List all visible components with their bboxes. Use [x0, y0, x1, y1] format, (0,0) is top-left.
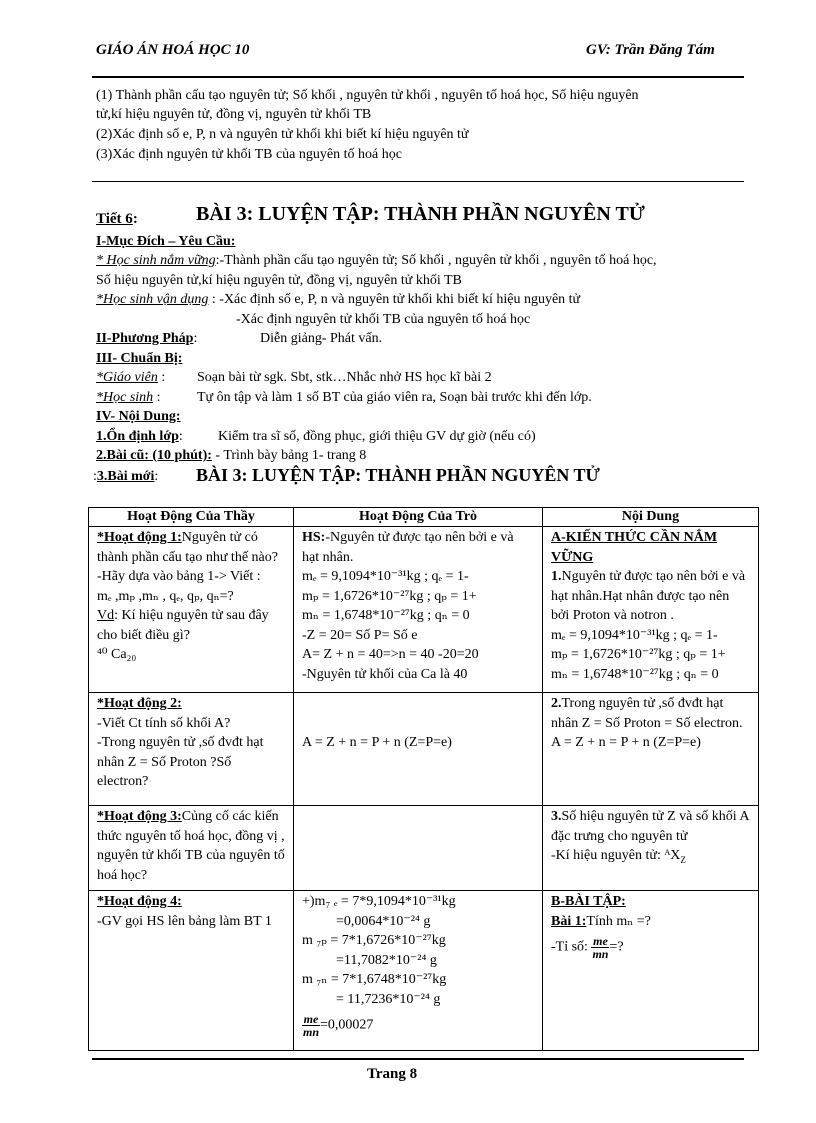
row1-student-z: -Z = 20= Số P= Số e [302, 627, 418, 643]
student-label: *Học sinh [96, 390, 154, 405]
row4-content-ratio [551, 935, 750, 960]
row4-student-l1: +)m₇ ₑ = 7*9,1094*10⁻³¹kg [302, 894, 456, 909]
row3-content-symbol: ᴬX [664, 848, 681, 863]
row1-teacher-label: *Hoạt động 1: [97, 530, 182, 545]
row1-content-mp: mₚ = 1,6726*10⁻²⁷kg ; qₚ = 1+ [551, 647, 726, 662]
student-colon: : [156, 390, 161, 405]
row1-student-intro [302, 528, 534, 567]
row1-content-me: mₑ = 9,1094*10⁻³¹kg ; qₑ = 1- [551, 627, 718, 643]
step-1-text: Kiểm tra sĩ số, đồng phục, giới thiệu GV dự giờ (nếu có) [218, 429, 536, 444]
row2-content-cell [543, 693, 759, 806]
row4-student-l6: = 11,7236*10⁻²⁴ g [336, 991, 441, 1007]
row3-content-symbol-sub: Z [680, 854, 686, 865]
step-3-prefix: : [93, 469, 97, 484]
row4-content-bai [551, 912, 750, 932]
intro-rule [92, 181, 744, 182]
header-rule [92, 76, 744, 78]
hs-know-line [96, 251, 657, 271]
row1-teacher-line2: -Hãy dựa vào bảng 1-> Viết : [97, 569, 261, 584]
row4-content-fraction [591, 935, 609, 960]
step-2-line [96, 446, 366, 466]
row4-student-l2: =0,0064*10⁻²⁴ g [336, 913, 431, 929]
table-header-row [89, 508, 759, 527]
row1-student-cell [294, 527, 543, 693]
row2-teacher-cell [89, 693, 294, 806]
row2-teacher-line2: -Trong nguyên tử ,số đvđt hạt nhân Z = Số Proton ?Số electron? [97, 735, 264, 789]
teacher-line [96, 368, 165, 388]
student-line [96, 388, 161, 408]
row1-content-heading: A-KIẾN THỨC CẦN NẮM VỮNG [551, 530, 718, 565]
row4-student-frac-den: mn [303, 1025, 320, 1039]
row3-content-num: 3. [551, 809, 562, 824]
row1-teacher-line3: mₑ ,mₚ ,mₙ , qₑ, qₚ, qₙ=? [97, 588, 234, 604]
row3-teacher-text: Củng cố các kiến thức nguyên tố hoá học, đồng vị , nguyên tử khối TB của nguyên tố hoá học? [97, 809, 285, 883]
lesson-title: BÀI 3: LUYỆN TẬP: THÀNH PHẦN NGUYÊN TỬ [196, 203, 645, 225]
row1-student-me: mₑ = 9,1094*10⁻³¹kg ; qₑ = 1- [302, 569, 469, 584]
section-2-colon: : [193, 331, 198, 346]
row1-teacher-ca: ⁴⁰ Ca₂₀ [97, 647, 137, 662]
page-number: Trang 8 [367, 1066, 418, 1082]
hs-know-text: :-Thành phần cấu tạo nguyên tử; Số khối , nguyên tử khối , nguyên tố hoá học, [215, 253, 657, 268]
row1-student-label: HS: [302, 530, 326, 545]
row4-student-ratio [302, 1013, 534, 1038]
row4-student-l4: =11,7082*10⁻²⁴ g [336, 952, 437, 968]
row1-teacher-vd [97, 606, 285, 645]
header-student: Hoạt Động Của Trò [294, 508, 543, 527]
table-row [89, 527, 759, 693]
teacher-label: *Giáo viên [96, 370, 158, 385]
row3-teacher-label: *Hoạt động 3: [97, 809, 182, 824]
header-content: Nội Dung [543, 508, 759, 527]
row3-content-text: Số hiệu nguyên tử Z và số khối A đặc trưng cho nguyên tử [551, 809, 749, 844]
row4-content-frac-den: mn [592, 947, 609, 961]
row3-content-cell [543, 806, 759, 891]
intro-line-2: tử,kí hiệu nguyên tử, đồng vị, nguyên tử khối TB [96, 107, 372, 122]
row2-student-cell [294, 693, 543, 806]
footer-rule [92, 1058, 744, 1060]
row2-content-formula: A = Z + n = P + n (Z=P=e) [551, 735, 701, 750]
header-title: GIÁO ÁN HOÁ HỌC 10 [96, 42, 250, 58]
row4-student-l3: m ₇ₚ = 7*1,6726*10⁻²⁷kg [302, 933, 446, 948]
step-2-text: - Trình bày bảng 1- trang 8 [215, 448, 367, 463]
section-3-title: III- Chuẩn Bị: [96, 351, 183, 366]
row3-content-symbol-line [551, 846, 750, 870]
row1-student-a: A= Z + n = 40=>n = 40 -20=20 [302, 647, 479, 662]
row3-content-point [551, 807, 750, 846]
row3-teacher-cell [89, 806, 294, 891]
row1-content-point1 [551, 567, 750, 626]
table-row [89, 693, 759, 806]
row2-teacher-label: *Hoạt động 2: [97, 696, 182, 711]
hs-know-line-2: Số hiệu nguyên tử,kí hiệu nguyên tử, đồng vị, nguyên tử khối TB [96, 273, 462, 288]
section-4-title: IV- Nội Dung: [96, 409, 181, 424]
table-row [89, 806, 759, 891]
row3-content-symbol-text: -Kí hiệu nguyên tử: [551, 848, 661, 863]
method-text: Diễn giảng- Phát vấn. [260, 331, 383, 346]
header-author: GV: Trần Đăng Tám [586, 42, 715, 58]
row3-teacher-activity [97, 807, 285, 885]
hs-apply-line [96, 290, 580, 310]
row1-teacher-vd-label: Vd [97, 608, 115, 623]
teacher-colon: : [161, 370, 166, 385]
step-1-colon: : [178, 429, 183, 444]
row1-teacher-text: Nguyên tử có thành phần cấu tạo như thế nào? [97, 530, 278, 565]
row4-student-ratio-value: =0,00027 [320, 1017, 374, 1033]
row1-student-mp: mₚ = 1,6726*10⁻²⁷kg ; qₚ = 1+ [302, 588, 477, 604]
intro-line-3: (2)Xác định số e, P, n và nguyên tử khối khi biết kí hiệu nguyên tử [96, 127, 469, 142]
row4-teacher-label: *Hoạt động 4: [97, 894, 182, 909]
period-line [96, 211, 138, 228]
row4-teacher-text: -GV gọi HS lên bảng làm BT 1 [97, 913, 272, 929]
section-1-title: I-Mục Đích – Yêu Cầu: [96, 234, 236, 249]
intro-line-1: (1) Thành phần cấu tạo nguyên tử; Số khối , nguyên tử khối , nguyên tố hoá học, Số hiệu nguyên [96, 88, 639, 103]
row1-teacher-activity [97, 528, 285, 567]
row4-student-frac-num: me [303, 1012, 319, 1026]
row2-student-formula: A = Z + n = P + n (Z=P=e) [302, 735, 452, 751]
row1-student-mn: mₙ = 1,6748*10⁻²⁷kg ; qₙ = 0 [302, 608, 470, 623]
table-row [89, 891, 759, 1051]
step-2-label: 2.Bài cũ: (10 phút): [96, 448, 212, 463]
hs-apply-text: : -Xác định số e, P, n và nguyên tử khối khi biết kí hiệu nguyên tử [211, 292, 581, 307]
row4-student-l5: m ₇ₙ = 7*1,6748*10⁻²⁷kg [302, 972, 447, 987]
hs-apply-line-2: -Xác định nguyên tử khối TB của nguyên tố hoá học [236, 312, 531, 327]
step-3-title: BÀI 3: LUYỆN TẬP: THÀNH PHẦN NGUYÊN TỬ [196, 465, 600, 485]
row4-student-cell [294, 891, 543, 1051]
row1-teacher-cell [89, 527, 294, 693]
period-label: Tiết 6 [96, 211, 133, 227]
step-3-line [93, 469, 158, 485]
row1-content-mn: mₙ = 1,6748*10⁻²⁷kg ; qₙ = 0 [551, 666, 719, 682]
student-text: Tự ôn tập và làm 1 số BT của giáo viên ra, Soạn bài trước khi đến lớp. [197, 390, 592, 405]
teacher-text: Soạn bài từ sgk. Sbt, stk…Nhắc nhở HS học kĩ bài 2 [197, 370, 492, 385]
row4-content-ratio-label: -Tỉ số: [551, 939, 588, 955]
row4-content-cell [543, 891, 759, 1051]
row3-student-cell [294, 806, 543, 891]
row1-content-num: 1. [551, 569, 562, 584]
row4-content-frac-num: me [593, 934, 608, 948]
row1-student-ntk: -Nguyên tử khối của Ca là 40 [302, 666, 468, 682]
row1-student-text: -Nguyên tử được tạo nên bởi e và hạt nhân. [302, 530, 514, 565]
step-1-label: 1.Ổn định lớp [96, 429, 179, 444]
row1-content-cell [543, 527, 759, 693]
method-line [96, 329, 197, 349]
hs-apply-label: *Học sinh vận dụng [96, 292, 209, 307]
row4-content-heading: B-BÀI TẬP: [551, 894, 626, 909]
row2-content-text: Trong nguyên tử ,số đvđt hạt nhân Z = Số Proton = Số electron. [551, 696, 743, 731]
row4-teacher-cell [89, 891, 294, 1051]
section-2-title: II-Phương Pháp [96, 331, 194, 346]
step-1-line [96, 427, 183, 447]
row1-content-text: Nguyên tử được tạo nên bởi e và hạt nhân.Hạt nhân được tạo nên bởi Proton và notron . [551, 569, 746, 623]
row4-content-bai-label: Bài 1: [551, 913, 587, 929]
step-3-colon: : [154, 469, 159, 484]
step-3-label: 3.Bài mới [96, 469, 155, 484]
row4-content-ratio-q: =? [609, 939, 624, 955]
row4-student-fraction [302, 1013, 320, 1038]
row2-teacher-line1: -Viết Ct tính số khối A? [97, 715, 231, 731]
activity-table [88, 507, 759, 1051]
header-teacher: Hoạt Động Của Thầy [89, 508, 294, 527]
row2-content-num: 2. [551, 696, 562, 711]
row1-teacher-vd-text: : Kí hiệu nguyên tử sau đây cho biết điều gì? [97, 608, 269, 643]
intro-line-4: (3)Xác định nguyên tử khối TB của nguyên tố hoá học [96, 147, 402, 162]
row2-content-point [551, 694, 750, 733]
row4-content-bai-text: Tính mₙ =? [586, 913, 651, 929]
hs-know-label: * Học sinh nắm vững [96, 253, 216, 268]
period-colon: : [132, 211, 138, 227]
